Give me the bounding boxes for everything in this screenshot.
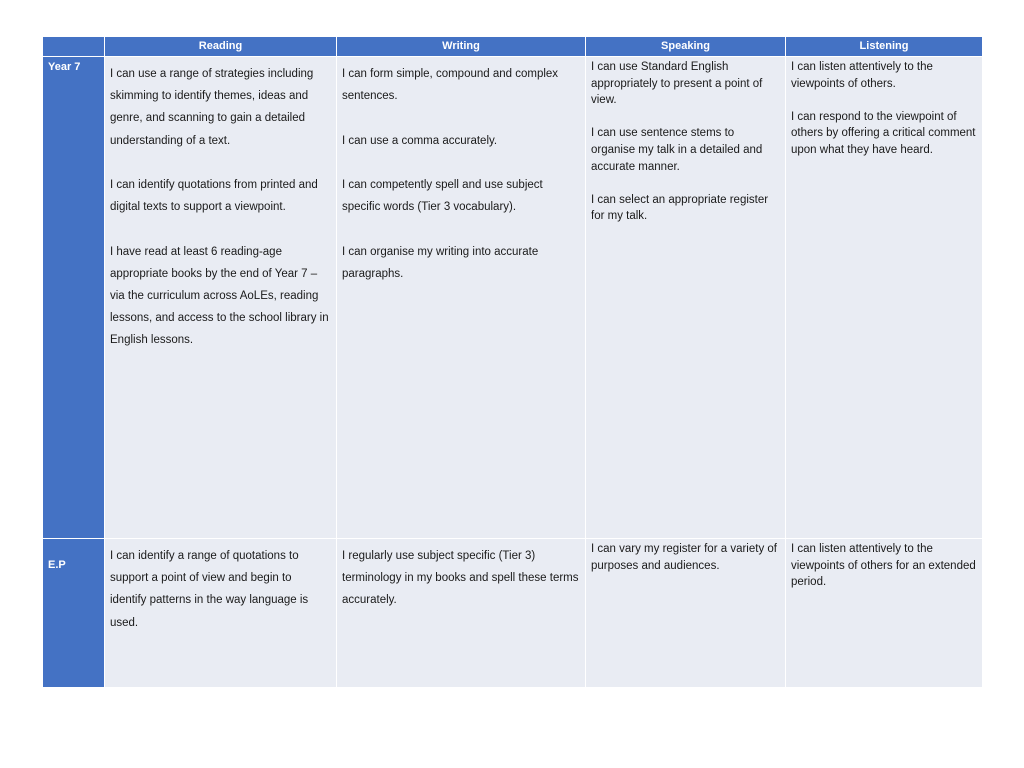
ep-speaking-cell [586,539,786,688]
cell-text: I have read at least 6 reading-age appropriate books by the end of Year 7 – via the curriculum across AoLEs, reading lessons, and access to the school library in English lessons. [110,245,329,347]
year7-reading-cell [105,57,337,539]
row-header-ep: E.P [43,539,105,688]
cell-text: I can form simple, compound and complex sentences. [342,68,559,103]
ep-listening-cell [786,539,983,688]
header-corner-cell [43,37,105,57]
row-header-year7: Year 7 [43,57,105,539]
column-header-speaking: Speaking [586,37,786,57]
cell-text: I can use a comma accurately. [342,134,498,147]
column-header-reading: Reading [105,37,337,57]
curriculum-table [43,37,983,688]
cell-text: I can listen attentively to the viewpoints of others. [791,61,933,90]
cell-text: I can select an appropriate register for my talk. [591,193,769,223]
year7-speaking-cell [586,57,786,539]
cell-text: I can vary my register for a variety of purposes and audiences. [591,543,777,572]
cell-text: I can listen attentively to the viewpoints of others for an extended period. [791,543,976,589]
cell-text: I can organise my writing into accurate paragraphs. [342,245,539,280]
year7-listening-cell [786,57,983,539]
year7-writing-cell [337,57,586,539]
cell-text: I can competently spell and use subject specific words (Tier 3 vocabulary). [342,178,543,214]
ep-writing-cell [337,539,586,688]
ep-reading-cell [105,539,337,688]
cell-text: I can respond to the viewpoint of others by offering a critical comment upon what they have heard. [791,110,976,156]
column-header-writing: Writing [337,37,586,57]
cell-text: I can use a range of strategies including skimming to identify themes, ideas and genre, and scanning to gain a detailed understanding of a text. [110,68,314,147]
cell-text: I regularly use subject specific (Tier 3) terminology in my books and spell these terms accurately. [342,550,579,607]
cell-text: I can use sentence stems to organise my talk in a detailed and accurate manner. [591,127,763,173]
cell-text: I can identify a range of quotations to support a point of view and begin to identify patterns in the way language is used. [110,550,309,629]
cell-text: I can use Standard English appropriately to present a point of view. [591,61,763,107]
column-header-listening: Listening [786,37,983,57]
cell-text: I can identify quotations from printed and digital texts to support a viewpoint. [110,179,318,214]
